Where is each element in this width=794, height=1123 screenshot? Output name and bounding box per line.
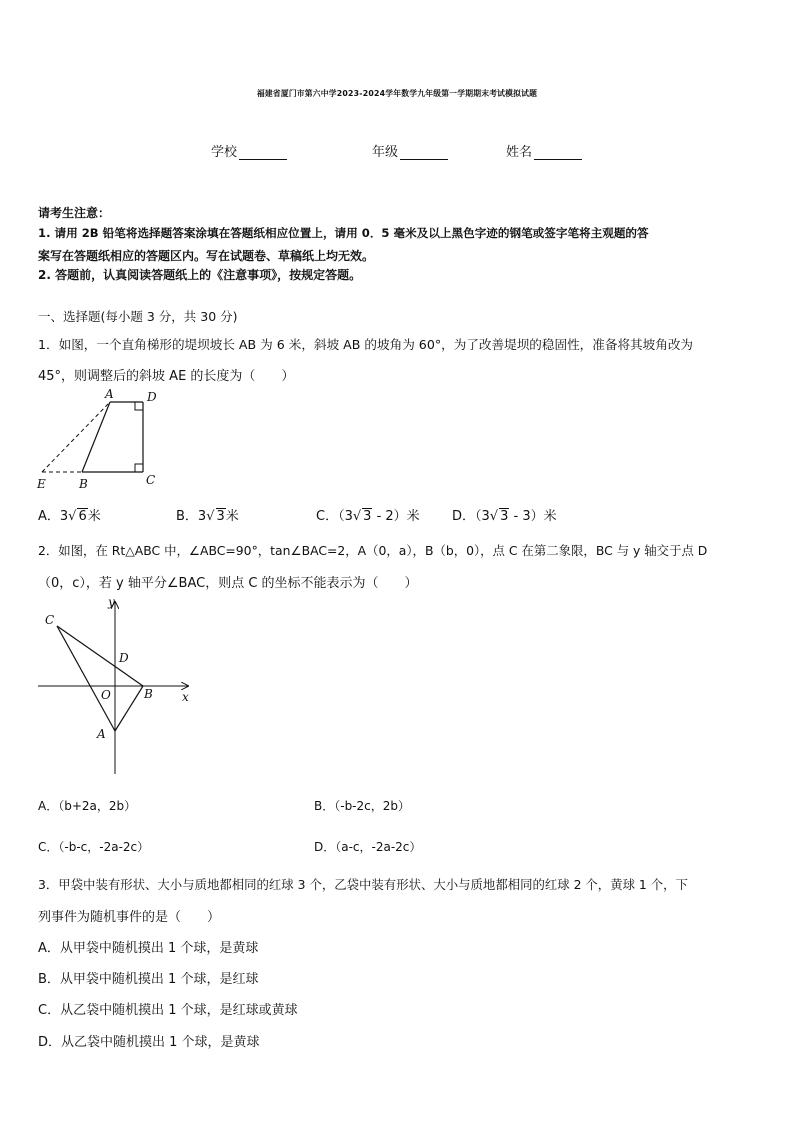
q3-option-d[interactable]: D．从乙袋中随机摸出 1 个球，是黄球 — [38, 1035, 260, 1050]
q1-option-d-rest: - 3）米 — [509, 509, 557, 524]
segment-cb — [57, 626, 143, 686]
school-blank[interactable] — [239, 145, 287, 160]
school-field[interactable] — [211, 141, 287, 160]
q1-option-a-radicand: 6 — [78, 509, 87, 524]
q1-text-line-1: 1．如图，一个直角梯形的堤坝坡长 AB 为 6 米，斜坡 AB 的坡角为 60°，为了改善堤坝的稳固性，准备将其坡角改为 — [38, 337, 694, 352]
label-c: C — [45, 613, 55, 627]
exam-title: 福建省厦门市第六中学2023-2024学年数学九年级第一学期期末考试模拟试题 — [256, 89, 538, 98]
notice-line-3: 2. 答题前，认真阅读答题纸上的《注意事项》，按规定答题。 — [38, 268, 362, 282]
label-d: D — [147, 390, 157, 404]
q3-text-line-1: 3．甲袋中装有形状、大小与质地都相同的红球 3 个，乙袋中装有形状、大小与质地都相同的红球 2 个，黄球 1 个，下 — [38, 877, 688, 892]
q1-option-b-coef: B．3 — [176, 509, 207, 524]
q1-text-line-2: 45°，则调整后的斜坡 AE 的长度为（ ） — [38, 369, 295, 384]
label-x: x — [182, 690, 189, 704]
q1-option-b-radicand: 3 — [216, 509, 225, 524]
notice-line-1: 1. 请用 2B 铅笔将选择题答案涂填在答题纸相应位置上，请用 0．5 毫米及以上黑色字迹的钢笔或签字笔将主观题的答 — [38, 226, 649, 240]
label-a: A — [97, 727, 106, 741]
name-field[interactable] — [506, 141, 582, 160]
label-o: O — [101, 688, 111, 702]
q1-option-a[interactable]: A．3√ 6米 — [38, 509, 101, 524]
q1-option-c[interactable]: C．（3√ 3 - 2）米 — [316, 509, 420, 524]
label-d: D — [119, 651, 129, 665]
grade-blank[interactable] — [400, 145, 448, 160]
name-blank[interactable] — [534, 145, 582, 160]
segment-ab — [82, 402, 110, 472]
right-angle-d — [135, 402, 143, 410]
q3-option-a[interactable]: A．从甲袋中随机摸出 1 个球，是黄球 — [38, 941, 259, 956]
label-a: A — [105, 387, 114, 401]
grade-label: 年级 — [372, 145, 399, 160]
q2-option-b[interactable]: B．（-b-2c，2b） — [314, 799, 410, 813]
q1-option-d-radicand: 3 — [500, 509, 509, 524]
q1-option-c-coef: C．（3 — [316, 509, 353, 524]
q1-option-d[interactable]: D．（3√ 3 - 3）米 — [452, 509, 557, 524]
q3-option-c[interactable]: C．从乙袋中随机摸出 1 个球，是红球或黄球 — [38, 1003, 298, 1018]
grade-field[interactable] — [372, 141, 448, 160]
q1-option-b-unit: 米 — [225, 509, 239, 524]
label-b: B — [79, 477, 88, 491]
q1-option-c-rest: - 2）米 — [372, 509, 420, 524]
q2-text-line-1: 2．如图，在 Rt△ABC 中，∠ABC=90°，tan∠BAC=2，A（0，a），B（b，0），点 C 在第二象限，BC 与 y 轴交于点 D — [38, 543, 708, 558]
q2-option-d[interactable]: D．（a-c，-2a-2c） — [314, 840, 422, 854]
notice-heading: 请考生注意： — [38, 206, 111, 220]
label-e: E — [37, 477, 46, 491]
name-label: 姓名 — [506, 145, 533, 160]
q2-option-a[interactable]: A．（b+2a，2b） — [38, 799, 137, 813]
q2-coordinate-figure — [30, 594, 200, 779]
notice-line-2: 案写在答题纸相应的答题区内。写在试题卷、草稿纸上均无效。 — [38, 249, 375, 263]
segment-ca — [57, 626, 115, 731]
segment-ae — [42, 402, 110, 472]
label-y: y — [108, 595, 115, 609]
q1-option-a-unit: 米 — [87, 509, 101, 524]
q1-option-c-radicand: 3 — [363, 509, 372, 524]
q1-option-b[interactable]: B．3√ 3米 — [176, 509, 239, 524]
q2-option-c[interactable]: C．（-b-c，-2a-2c） — [38, 840, 150, 854]
label-b: B — [144, 687, 153, 701]
section-heading: 一、选择题(每小题 3 分，共 30 分) — [38, 309, 238, 324]
segment-ba — [115, 686, 143, 731]
q1-option-a-coef: A．3 — [38, 509, 69, 524]
label-c: C — [146, 473, 156, 487]
q1-trapezoid-figure — [30, 385, 170, 493]
school-label: 学校 — [211, 145, 238, 160]
right-angle-c — [135, 464, 143, 472]
q2-text-line-2: （0，c），若 y 轴平分∠BAC，则点 C 的坐标不能表示为（ ） — [38, 576, 418, 591]
q1-option-d-coef: D．（3 — [452, 509, 490, 524]
q3-option-b[interactable]: B．从甲袋中随机摸出 1 个球，是红球 — [38, 972, 259, 987]
q3-text-line-2: 列事件为随机事件的是（ ） — [38, 910, 221, 925]
